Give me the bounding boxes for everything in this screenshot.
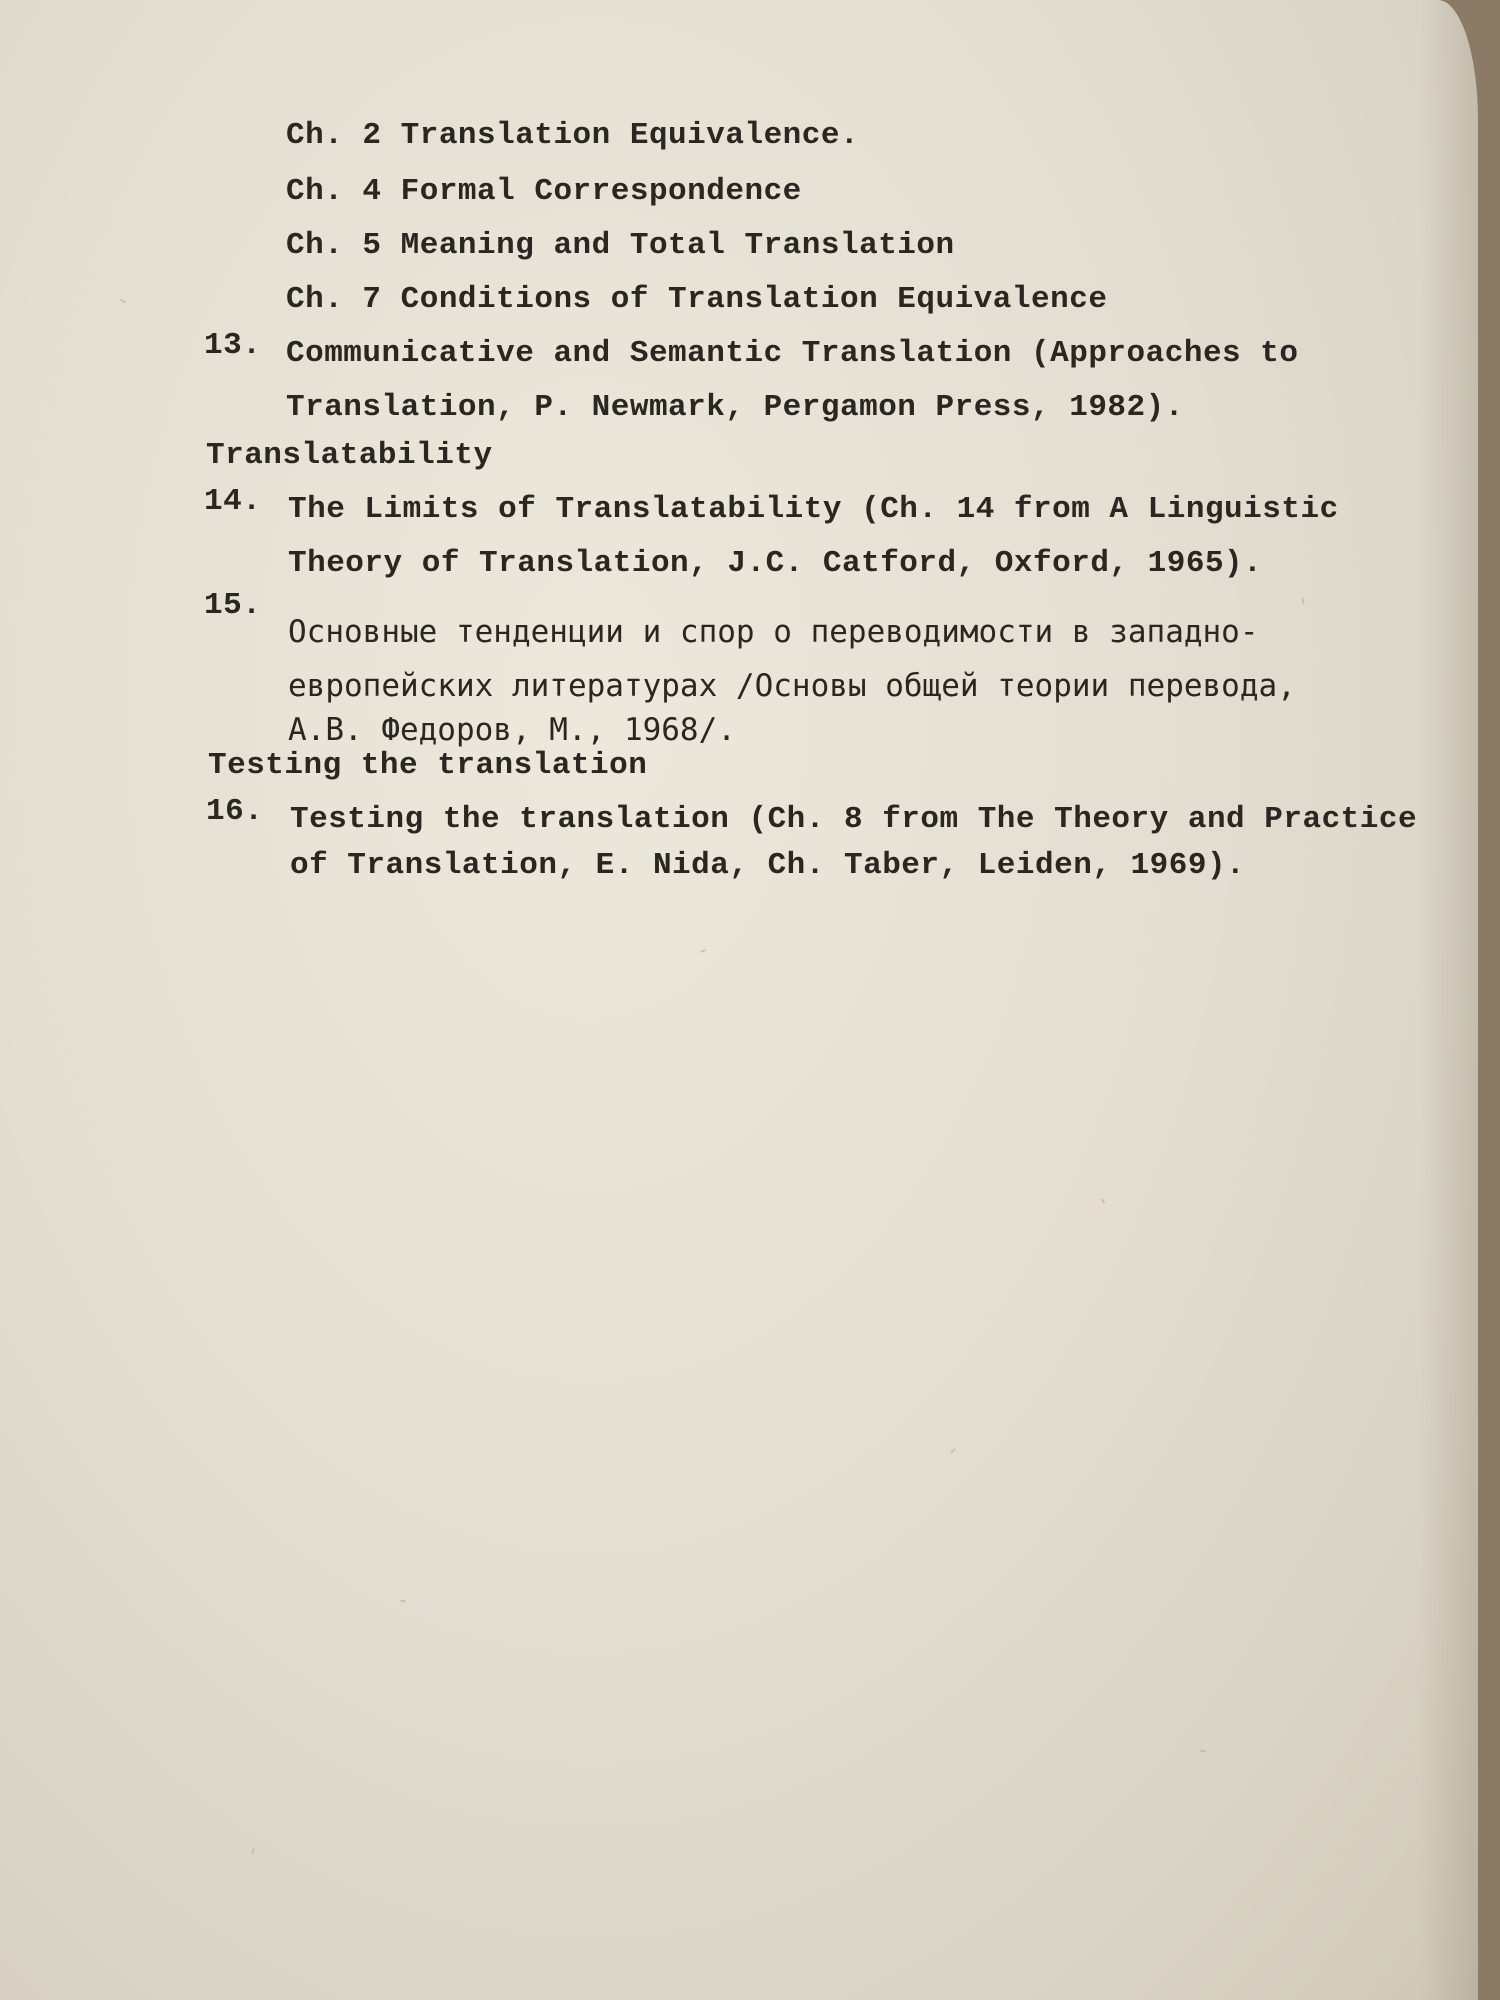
item-number: 16. [206, 794, 264, 829]
paper-fiber [700, 949, 706, 953]
paper-fiber [950, 1448, 956, 1454]
item-text: Основные тенденции и спор о переводимости в западно- [288, 614, 1259, 650]
chapter-line: Ch. 2 Translation Equivalence. [286, 118, 860, 153]
item-number: 14. [204, 484, 262, 519]
paper-fiber [400, 1599, 406, 1602]
item-number: 13. [204, 328, 262, 363]
item-text: Testing the translation (Ch. 8 from The Theory and Practice [290, 802, 1418, 837]
item-text: The Limits of Translatability (Ch. 14 from A Linguistic [288, 492, 1339, 527]
section-heading: Testing the translation [208, 748, 648, 783]
chapter-line: Ch. 7 Conditions of Translation Equivalence [286, 282, 1108, 317]
item-text: Communicative and Semantic Translation (Approaches to [286, 336, 1299, 371]
section-heading: Translatability [206, 438, 493, 473]
item-number: 15. [204, 588, 262, 623]
item-text: европейских литературах /Основы общей теории перевода, [288, 668, 1296, 704]
item-text: Translation, P. Newmark, Pergamon Press, 1982). [286, 390, 1184, 425]
chapter-line: Ch. 5 Meaning and Total Translation [286, 228, 955, 263]
paper-fiber [1301, 598, 1304, 604]
paper-fiber [1200, 1749, 1206, 1752]
paper-fiber [1101, 1198, 1106, 1204]
item-text: of Translation, E. Nida, Ch. Taber, Leiden, 1969). [290, 848, 1246, 883]
paper-fiber [251, 1848, 255, 1854]
item-text: А.В. Федоров, М., 1968/. [288, 712, 736, 748]
paper-fiber [120, 299, 126, 304]
chapter-line: Ch. 4 Formal Correspondence [286, 174, 802, 209]
item-text: Theory of Translation, J.C. Catford, Oxford, 1965). [288, 546, 1263, 581]
